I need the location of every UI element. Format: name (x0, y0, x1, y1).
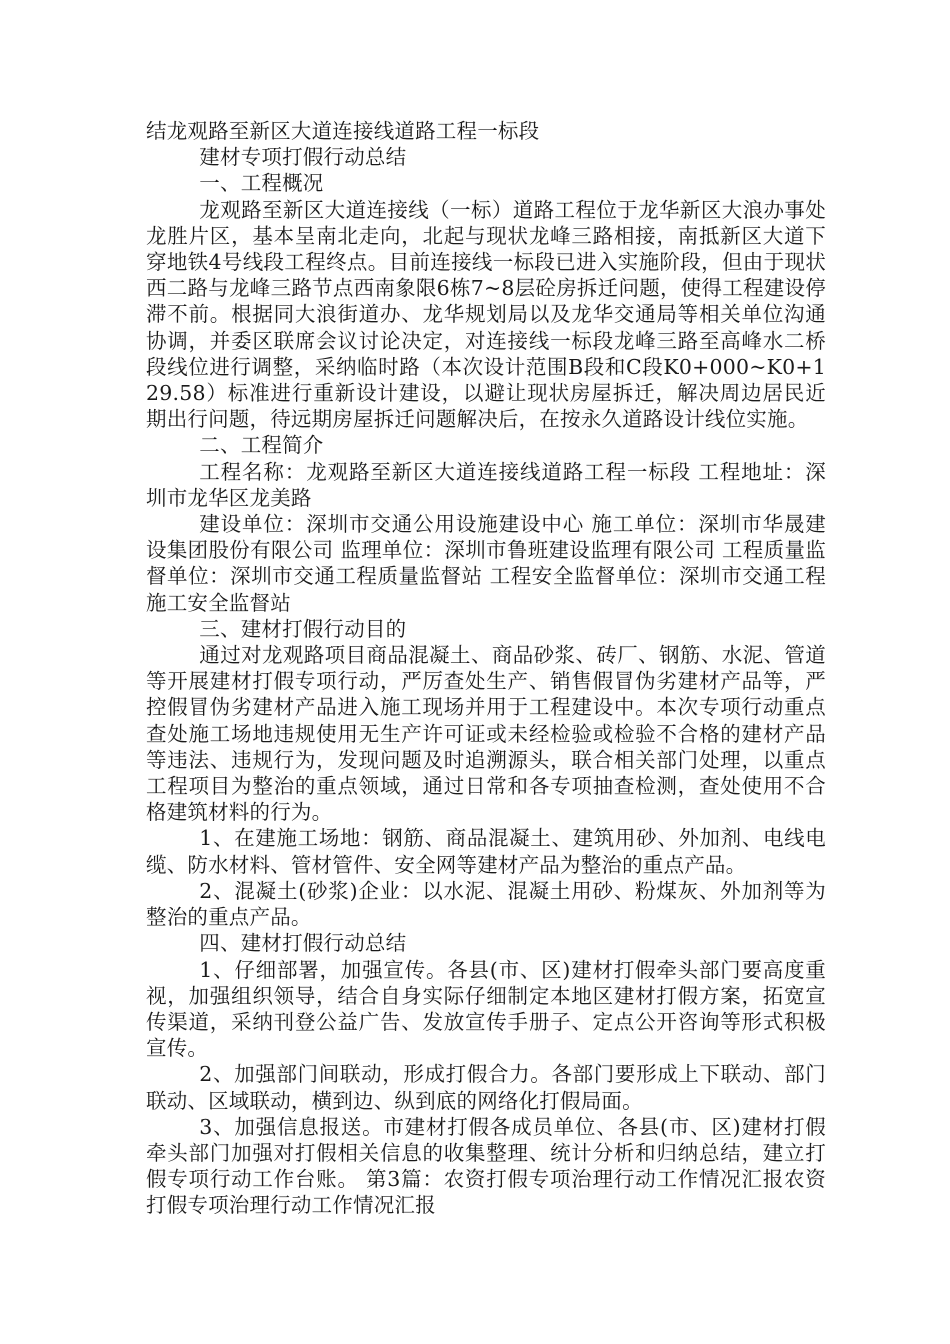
doc-title-line: 结龙观路至新区大道连接线道路工程一标段 (146, 119, 540, 143)
section-heading-overview: 一、工程概况 (199, 171, 324, 196)
document-body (146, 118, 826, 1219)
list-item-reporting: 3、加强信息报送。市建材打假各成员单位、各县(市、区)建材打假牵头部门加强对打假相关信息的收集整理、统计分析和归纳总结，建立打假专项行动工作台账。 第3篇：农资打假专项治理行动工作情况汇报农资打假专项治理行动工作情况汇报 (146, 1114, 826, 1218)
paragraph-units: 建设单位：深圳市交通公用设施建设中心 施工单位：深圳市华晟建设集团股份有限公司 监理单位：深圳市鲁班建设监理有限公司 工程质量监督单位：深圳市交通工程质量监督站 工程安全监督单位：深圳市交通工程施工安全监督站 (146, 512, 826, 615)
section-heading-summary: 四、建材打假行动总结 (199, 931, 407, 956)
list-item-concrete: 2、混凝土(砂浆)企业：以水泥、混凝土用砂、粉煤灰、外加剂等为整治的重点产品。 (146, 878, 826, 930)
paragraph-purpose: 通过对龙观路项目商品混凝土、商品砂浆、砖厂、钢筋、水泥、管道等开展建材打假专项行动，严厉查处生产、销售假冒伪劣建材产品等，严控假冒伪劣建材产品进入施工现场并用于工程建设中。本次专项行动重点查处施工场地违规使用无生产许可证或未经检验或检验不合格的建材产品等违法、违规行为，发现问题及时追溯源头，联合相关部门处理，以重点工程项目为整治的重点领域，通过日常和各专项抽查检测，查处使用不合格建筑材料的行为。 (146, 643, 826, 825)
section-heading-intro: 二、工程简介 (199, 433, 324, 458)
list-item-linkage: 2、加强部门间联动，形成打假合力。各部门要形成上下联动、部门联动、区域联动，横到边、纵到底的网络化打假局面。 (146, 1062, 826, 1113)
section-heading-purpose: 三、建材打假行动目的 (199, 616, 407, 641)
list-item-site: 1、在建施工场地：钢筋、商品混凝土、建筑用砂、外加剂、电线电缆、防水材料、管材管件、安全网等建材产品为整治的重点产品。 (146, 826, 826, 877)
list-item-deploy: 1、仔细部署，加强宣传。各县(市、区)建材打假牵头部门要高度重视，加强组织领导，结合自身实际仔细制定本地区建材打假方案，拓宽宣传渠道，采纳刊登公益广告、发放宣传手册子、定点公开咨询等形式积极宣传。 (146, 957, 826, 1061)
paragraph-overview: 龙观路至新区大道连接线（一标）道路工程位于龙华新区大浪办事处龙胜片区，基本呈南北走向，北起与现状龙峰三路相接，南抵新区大道下穿地铁4号线段工程终点。目前连接线一标段已进入实施阶段，但由于现状西二路与龙峰三路节点西南象限6栋7~8层砼房拆迁问题，使得工程建设停滞不前。根据同大浪街道办、龙华规划局以及龙华交通局等相关单位沟通协调，并委区联席会议讨论决定，对连接线一标段龙峰三路至高峰水二桥段线位进行调整，采纳临时路（本次设计范围B段和C段K0+000~K0+129.58）标准进行重新设计建设，以避让现状房屋拆迁，解决周边居民近期出行问题，待远期房屋拆迁问题解决后，在按永久道路设计线位实施。 (146, 197, 826, 432)
paragraph-project-name: 工程名称：龙观路至新区大道连接线道路工程一标段 工程地址：深圳市龙华区龙美路 (146, 459, 826, 510)
doc-subtitle: 建材专项打假行动总结 (199, 145, 407, 170)
